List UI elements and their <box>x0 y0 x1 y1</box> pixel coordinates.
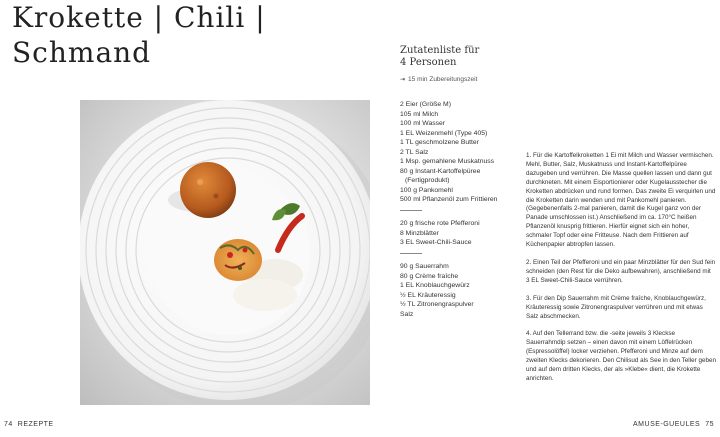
ingredient-item: 3 EL Sweet-Chili-Sauce <box>400 239 472 246</box>
ingredient-item: ½ EL Kräuteressig <box>400 291 456 299</box>
ingredient-item: 1 TL geschmolzene Butter <box>400 139 479 146</box>
footer-left <box>4 421 54 428</box>
step-paragraph: 3. Für den Dip Sauerrahm mit Crème fraîche, Knoblauchgewürz, Kräuteressig sowie Zitronengraspulver verrühren und mit etwas Salz abschmecken. <box>526 294 706 320</box>
step-paragraph: 4. Auf den Tellerrand bzw. die -seite jeweils 3 Kleckse Sauerrahmdip setzen – einen davon mit einem Löffelrücken (Espressolöffel) locker verziehen. Pfefferoni und Minze auf dem zweiten Klecks dekorieren. Den Chilisud als See in den Teller geben und auf dem dritten Klecks, der als »Klebe« dient, die Krokette anrichten. <box>526 330 716 382</box>
ingredient-item: 2 Eier (Größe M) <box>400 101 451 108</box>
ingredient-item: 1 Msp. gemahlene Muskatnuss <box>400 158 495 165</box>
page-number-left: 74 <box>4 421 13 428</box>
prep-time-text: 15 min Zubereitungszeit <box>408 76 478 83</box>
footer-right <box>633 421 714 428</box>
title-line-2: Schmand <box>12 36 152 69</box>
section-label-right: AMUSE-GUEULES <box>633 421 701 428</box>
ingredient-item: Salz <box>400 310 414 318</box>
ingredient-item: 80 g Crème fraîche <box>400 272 459 280</box>
ingredient-item: 1 EL Weizenmehl (Type 405) <box>400 129 488 137</box>
ingredients-heading-line-1: Zutatenliste für <box>400 45 480 56</box>
ingredient-item: 8 Minzblätter <box>400 229 439 237</box>
dish-photo <box>80 100 370 405</box>
ingredient-item: 2 TL Salz <box>400 148 429 156</box>
page-number-right: 75 <box>705 421 714 428</box>
ingredients-heading-line-2: 4 Personen <box>400 57 457 68</box>
prep-time <box>400 76 477 84</box>
ingredient-item: 1 EL Knoblauchgewürz <box>400 282 470 289</box>
ingredient-item: 80 g Instant-Kartoffelpüree <box>400 167 481 175</box>
ingredients-heading <box>400 45 479 69</box>
ingredient-item: ½ TL Zitronengraspulver <box>400 301 474 308</box>
ingredient-item: 100 ml Wasser <box>400 120 446 127</box>
arrow-right-icon: ⇥ <box>400 77 406 83</box>
ingredient-item: (Fertigprodukt) <box>405 177 450 184</box>
ingredient-item: 20 g frische rote Pfefferoni <box>400 220 480 227</box>
title-line-1: Krokette | Chili | <box>12 1 266 34</box>
ingredient-list <box>400 100 520 319</box>
ingredient-divider <box>400 210 520 220</box>
step-paragraph: 1. Für die Kartoffelkroketten 1 Ei mit Milch und Wasser vermischen. Mehl, Butter, Salz, Muskatnuss und Instant-Kartoffelpüree dazugeben und verrühren. Die Masse quellen lassen und dann gut durchkneten. Mit einem Eisportionierer oder Kugelausstecher die Kroketten abdrücken und rund formen. Das zweite Ei verquirlen und die Kroketten darin wenden und mit Pankomehl panieren. (Gegebenenfalls 2-mal panieren, damit die Kugel ganz von der Panade umschlossen ist.) Anschließend im ca. 170°C heißen Pflanzenöl knusprig frittieren. Hierfür eignet sich ein hoher, schmaler Topf oder eine Fritteuse. Nach dem Frittieren auf Küchenpapier abtropfen lassen. <box>526 152 716 249</box>
section-label-left: REZEPTE <box>17 421 54 428</box>
preparation-steps <box>526 152 716 393</box>
ingredient-item: 105 ml Milch <box>400 110 439 118</box>
ingredient-item: 500 ml Pflanzenöl zum Frittieren <box>400 196 498 203</box>
page-title <box>12 0 266 70</box>
step-paragraph: 2. Einen Teil der Pfefferoni und ein paar Minzblätter für den Sud fein schneiden (den Rest für die Deko aufbewahren), anschließend mit 3 EL Sweet-Chili-Sauce verrühren. <box>526 258 716 284</box>
ingredient-divider <box>400 253 520 263</box>
ingredient-item: 100 g Pankomehl <box>400 186 453 194</box>
ingredient-item: 90 g Sauerrahm <box>400 263 449 270</box>
